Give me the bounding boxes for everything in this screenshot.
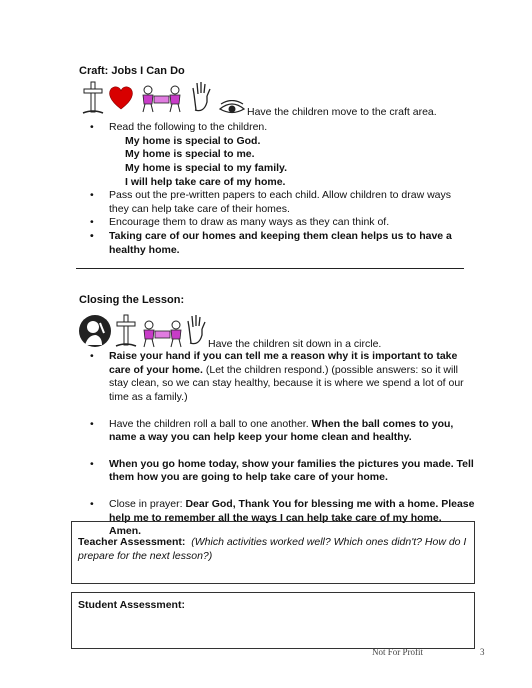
closing-bullets [109, 350, 475, 539]
bullet-text: Read the following to the children. [109, 121, 268, 133]
bullet-text: Encourage them to draw as many ways as they can think of. [109, 216, 390, 229]
hand-icon [185, 313, 209, 345]
closing-title: Closing the Lesson: [79, 294, 185, 306]
cross-icon [80, 80, 106, 116]
teacher-assessment-label: Teacher Assessment: [78, 536, 186, 548]
bullet-bold-text: Dear God, Thank You for blessing me with a home. Please help me to remember all the ways I can help take care of my home. Amen. [109, 498, 475, 538]
bullet-text: (Let the children respond.) (possible answers: so it will stay clean, so we can stay healthy, because it is where we spend a lot of our time as a family.) [109, 363, 464, 403]
teacher-assessment-question: (Which activities worked well? Which ones didn't? How do I prepare for the next lesson?) [78, 536, 467, 562]
teacher-assessment-text [78, 536, 470, 563]
list-item [109, 458, 475, 485]
children-icon [140, 318, 186, 350]
list-item [109, 189, 454, 216]
list-item [109, 216, 454, 230]
prayer-icon [76, 313, 114, 349]
craft-icon-caption: Have the children move to the craft area. [247, 106, 437, 118]
special-line: My home is special to God. [125, 134, 261, 147]
section-divider [76, 268, 464, 269]
eye-icon [218, 100, 246, 116]
list-item [109, 350, 475, 405]
list-item [109, 418, 475, 445]
children-icon [139, 84, 185, 114]
student-assessment-label: Student Assessment: [78, 599, 185, 611]
special-line: I will help take care of my home. [125, 175, 286, 188]
cross-icon [114, 313, 138, 349]
craft-title: Craft: Jobs I Can Do [79, 65, 185, 77]
list-item [109, 121, 454, 135]
hand-icon [190, 80, 214, 112]
teacher-assessment-box[interactable] [71, 521, 475, 584]
student-assessment-box[interactable] [71, 592, 475, 649]
list-item [109, 230, 454, 257]
closing-icon-caption: Have the children sit down in a circle. [208, 338, 382, 350]
special-line: My home is special to my family. [125, 161, 288, 174]
bullet-bold-text: Raise your hand if you can tell me a reason why it is important to take care of your home. [109, 350, 458, 376]
heart-icon [107, 85, 135, 111]
bullet-bold-text: When the ball comes to you, name a way you can help keep your home clean and healthy. [109, 417, 454, 444]
bullet-text: Close in prayer: [109, 498, 186, 511]
bullet-bold-text: When you go home today, show your families the pictures you made. Tell them how you are going to help take care of your home. [109, 457, 474, 484]
page-number: 3 [480, 647, 485, 657]
special-line: My home is special to me. [125, 148, 255, 161]
craft-bullets [109, 121, 454, 257]
bullet-text: Pass out the pre-written papers to each child. Allow children to draw ways they can help take care of their homes. [109, 189, 452, 215]
bullet-text: Have the children roll a ball to one another. [109, 417, 312, 430]
footer-text: Not For Profit [372, 647, 424, 657]
bullet-text: Taking care of our homes and keeping them clean helps us to have a healthy home. [109, 230, 452, 256]
